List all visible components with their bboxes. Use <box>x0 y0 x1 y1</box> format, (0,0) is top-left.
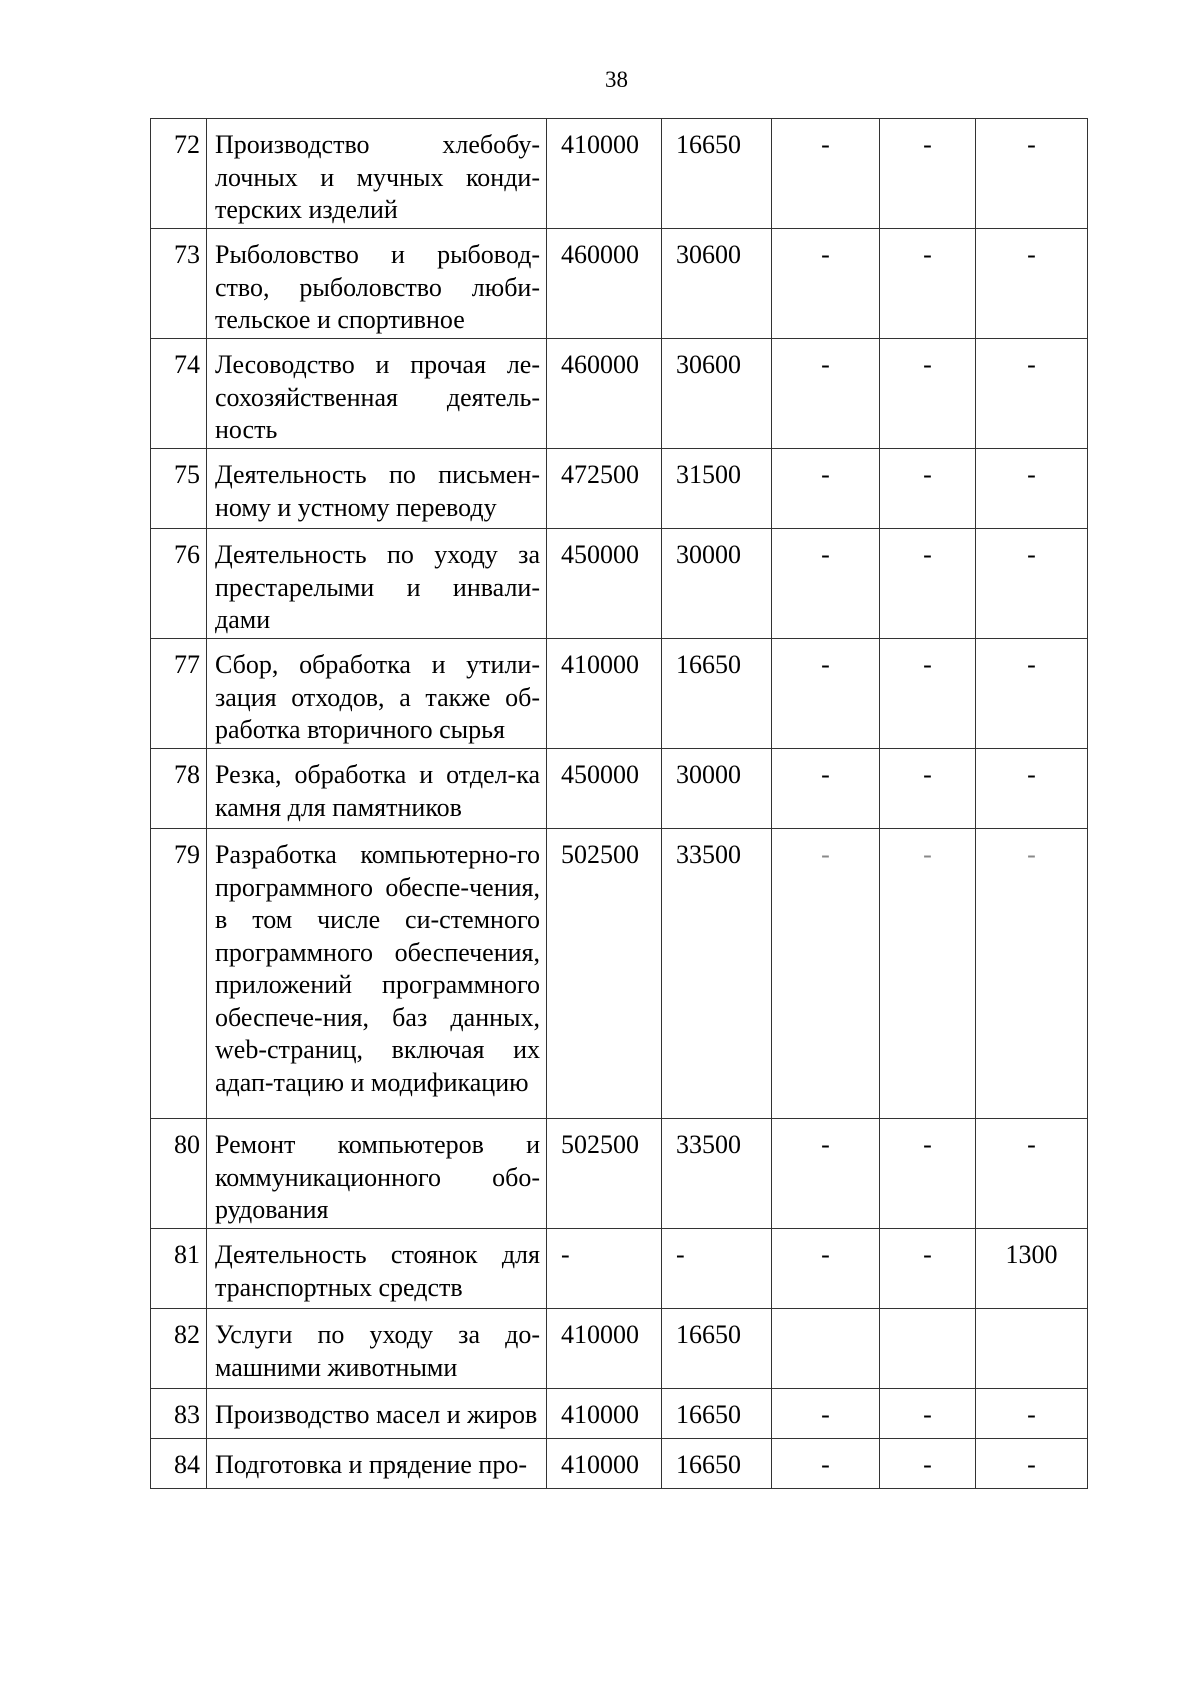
value-col-4: 31500 <box>662 449 772 529</box>
value-col-6: - <box>880 449 976 529</box>
table-body <box>151 119 1088 1489</box>
value-col-4: 16650 <box>662 119 772 229</box>
value-col-4: 30600 <box>662 229 772 339</box>
value-col-3: 460000 <box>547 339 662 449</box>
table-row <box>151 829 1088 1119</box>
row-number: 75 <box>151 449 207 529</box>
value-col-3: 460000 <box>547 229 662 339</box>
value-col-7: - <box>976 749 1088 829</box>
value-col-6: - <box>880 1389 976 1439</box>
table-row <box>151 449 1088 529</box>
table-row <box>151 749 1088 829</box>
value-col-7: 1300 <box>976 1229 1088 1309</box>
value-col-5: - <box>772 339 880 449</box>
value-col-5: - <box>772 229 880 339</box>
activity-description: Рыболовство и рыбовод-ство, рыболовство люби-тельское и спортивное <box>207 229 547 339</box>
activity-description: Разработка компьютерно-го программного обеспе-чения, в том числе си-стемного программного обеспечения, приложений программного обеспече-ния, баз данных, web-страниц, включая их адап-тацию и модификацию <box>207 829 547 1119</box>
value-col-7: - <box>976 1119 1088 1229</box>
page-number: 38 <box>605 67 628 92</box>
activity-description: Подготовка и прядение про- <box>207 1439 547 1489</box>
row-number: 84 <box>151 1439 207 1489</box>
value-col-6: - <box>880 1439 976 1489</box>
value-col-6 <box>880 1309 976 1389</box>
value-col-3: 410000 <box>547 119 662 229</box>
value-col-5: - <box>772 529 880 639</box>
value-col-3: 410000 <box>547 639 662 749</box>
activity-description: Производство масел и жиров <box>207 1389 547 1439</box>
row-number: 78 <box>151 749 207 829</box>
value-col-4: 16650 <box>662 1309 772 1389</box>
value-col-3: 450000 <box>547 529 662 639</box>
table-row <box>151 119 1088 229</box>
table-row <box>151 1309 1088 1389</box>
value-col-4: 16650 <box>662 1389 772 1439</box>
value-col-3: 502500 <box>547 1119 662 1229</box>
row-number: 79 <box>151 829 207 1119</box>
row-number: 72 <box>151 119 207 229</box>
value-col-4: 16650 <box>662 1439 772 1489</box>
activity-description: Производство хлебобу-лочных и мучных конди-терских изделий <box>207 119 547 229</box>
value-col-4: 33500 <box>662 829 772 1119</box>
value-col-5: - <box>772 449 880 529</box>
row-number: 74 <box>151 339 207 449</box>
activity-description: Резка, обработка и отдел-ка камня для памятников <box>207 749 547 829</box>
value-col-5: - <box>772 639 880 749</box>
value-col-5: - <box>772 749 880 829</box>
activity-description: Лесоводство и прочая ле-сохозяйственная деятель-ность <box>207 339 547 449</box>
value-col-6: - <box>880 1119 976 1229</box>
row-number: 80 <box>151 1119 207 1229</box>
value-col-4: 16650 <box>662 639 772 749</box>
value-col-6: - <box>880 229 976 339</box>
value-col-7: - <box>976 1439 1088 1489</box>
value-col-7: - <box>976 829 1088 1119</box>
row-number: 81 <box>151 1229 207 1309</box>
value-col-7: - <box>976 229 1088 339</box>
value-col-5: - <box>772 1389 880 1439</box>
value-col-7: - <box>976 639 1088 749</box>
value-col-6: - <box>880 529 976 639</box>
value-col-4: 33500 <box>662 1119 772 1229</box>
value-col-6: - <box>880 119 976 229</box>
value-col-7: - <box>976 529 1088 639</box>
value-col-5: - <box>772 119 880 229</box>
table-row <box>151 229 1088 339</box>
value-col-4: 30000 <box>662 749 772 829</box>
table-row <box>151 1119 1088 1229</box>
value-col-3: 472500 <box>547 449 662 529</box>
value-col-3: 410000 <box>547 1439 662 1489</box>
value-col-3: 502500 <box>547 829 662 1119</box>
row-number: 76 <box>151 529 207 639</box>
value-col-5: - <box>772 829 880 1119</box>
activity-description: Ремонт компьютеров и коммуникационного обо-рудования <box>207 1119 547 1229</box>
table-row <box>151 1389 1088 1439</box>
value-col-5: - <box>772 1119 880 1229</box>
value-col-7: - <box>976 339 1088 449</box>
value-col-7 <box>976 1309 1088 1389</box>
table-row <box>151 1439 1088 1489</box>
value-col-6: - <box>880 339 976 449</box>
value-col-3: - <box>547 1229 662 1309</box>
activity-table <box>150 118 1088 1489</box>
activity-description: Деятельность стоянок для транспортных средств <box>207 1229 547 1309</box>
value-col-3: 410000 <box>547 1309 662 1389</box>
value-col-6: - <box>880 749 976 829</box>
row-number: 77 <box>151 639 207 749</box>
value-col-5: - <box>772 1439 880 1489</box>
table-row <box>151 639 1088 749</box>
row-number: 82 <box>151 1309 207 1389</box>
table-row <box>151 1229 1088 1309</box>
activity-description: Деятельность по уходу за престарелыми и инвали-дами <box>207 529 547 639</box>
table-row <box>151 529 1088 639</box>
value-col-6: - <box>880 829 976 1119</box>
activity-description: Услуги по уходу за до-машними животными <box>207 1309 547 1389</box>
value-col-7: - <box>976 1389 1088 1439</box>
value-col-4: - <box>662 1229 772 1309</box>
value-col-4: 30600 <box>662 339 772 449</box>
value-col-5 <box>772 1309 880 1389</box>
value-col-3: 410000 <box>547 1389 662 1439</box>
table-row <box>151 339 1088 449</box>
value-col-7: - <box>976 449 1088 529</box>
value-col-3: 450000 <box>547 749 662 829</box>
row-number: 73 <box>151 229 207 339</box>
activity-description: Сбор, обработка и утили-зация отходов, а также об-работка вторичного сырья <box>207 639 547 749</box>
row-number: 83 <box>151 1389 207 1439</box>
value-col-6: - <box>880 1229 976 1309</box>
value-col-6: - <box>880 639 976 749</box>
value-col-4: 30000 <box>662 529 772 639</box>
value-col-5: - <box>772 1229 880 1309</box>
activity-description: Деятельность по письмен-ному и устному переводу <box>207 449 547 529</box>
value-col-7: - <box>976 119 1088 229</box>
